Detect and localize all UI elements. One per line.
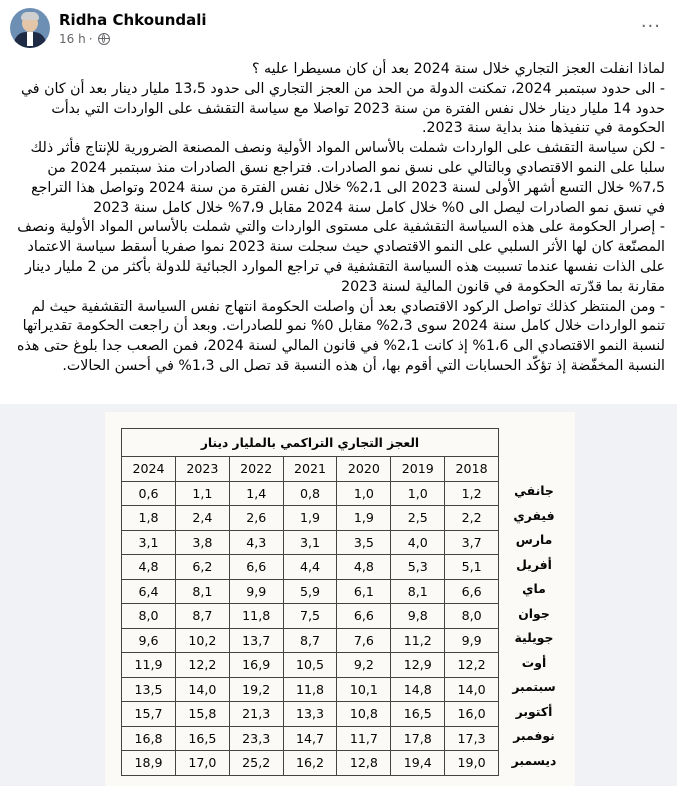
deficit-value-cell: 10,8 [337, 702, 391, 727]
deficit-value-cell: 0,6 [122, 481, 176, 506]
deficit-value-cell: 1,4 [229, 481, 283, 506]
deficit-value-cell: 14,7 [283, 726, 337, 751]
month-label: جويلية [514, 630, 554, 646]
deficit-value-cell: 11,2 [391, 628, 445, 653]
deficit-value-cell: 8,1 [391, 579, 445, 604]
deficit-value-cell: 1,8 [122, 506, 176, 531]
deficit-value-cell: 1,0 [337, 481, 391, 506]
table-row [122, 530, 499, 555]
year-header: 2024 [122, 457, 176, 482]
deficit-value-cell: 19,2 [229, 677, 283, 702]
globe-icon [98, 33, 110, 45]
deficit-value-cell: 4,4 [283, 555, 337, 580]
post-paragraph: - ومن المنتظر كذلك تواصل الركود الاقتصادي بعد أن واصلت الحكومة انتهاج نفس السياسة التقشفية حيث لم تنمو الواردات خلال كامل سنة 2024 سوى 2،3% مقابل 0% نمو للصادرات. وبعد أن راجعت الحكومة تقديراتها لنسبة النمو الاقتصادي الى 1،6% إذ كانت 2،1% في قانون المالي لسنة 2024، فمن الصعب جدا بلوغ حتى هذه النسبة المخفّضة إذ تؤكّد الحسابات التي أقوم بها، أن هذه النسبة قد تصل الى 1،3% في أحسن الحالات. [17, 298, 665, 374]
table-row [122, 677, 499, 702]
deficit-value-cell: 4,3 [229, 530, 283, 555]
month-label: ديسمبر [511, 753, 557, 769]
deficit-value-cell: 6,1 [337, 579, 391, 604]
year-header-row [122, 457, 499, 482]
deficit-value-cell: 10,5 [283, 653, 337, 678]
post-paragraph: لماذا انفلت العجز التجاري خلال سنة 2024 بعد أن كان مسيطرا عليه ؟ [251, 61, 665, 77]
month-label: أكتوبر [515, 703, 553, 719]
deficit-value-cell: 6,2 [175, 555, 229, 580]
deficit-value-cell: 12,8 [337, 751, 391, 776]
deficit-value-cell: 17,0 [175, 751, 229, 776]
deficit-value-cell: 19,4 [391, 751, 445, 776]
deficit-value-cell: 1,9 [283, 506, 337, 531]
post-paragraph: - لكن سياسة التقشف على الواردات شملت بالأساس المواد الأولية ونصف المصنعة الضرورية للإنتاج فأثر ذلك سلبا على النمو الاقتصادي وبالتالي على نسق نمو الصادرات. فتراجع نسق الصادرات منذ سبتمبر 2024 من 7،5% خلال التسع أشهر الأولى لسنة 2023 الى 2،1% خلال نفس الفترة من سنة 2024 وتواصل هذا التراجع في نسق نمو الصادرات ليصل الى 0% خلال كامل سنة 2024 مقابل 7،9% خلال كامل سنة 2023 [30, 140, 665, 216]
table-row [122, 653, 499, 678]
deficit-value-cell: 7,6 [337, 628, 391, 653]
post-meta [59, 32, 110, 46]
year-header: 2021 [283, 457, 337, 482]
deficit-value-cell: 3,1 [122, 530, 176, 555]
deficit-value-cell: 14,8 [391, 677, 445, 702]
deficit-value-cell: 13,3 [283, 702, 337, 727]
deficit-value-cell: 10,2 [175, 628, 229, 653]
deficit-value-cell: 6,4 [122, 579, 176, 604]
deficit-value-cell: 18,9 [122, 751, 176, 776]
deficit-value-cell: 16,8 [122, 726, 176, 751]
deficit-value-cell: 1,1 [175, 481, 229, 506]
deficit-value-cell: 2,6 [229, 506, 283, 531]
table-row [122, 604, 499, 629]
deficit-value-cell: 25,2 [229, 751, 283, 776]
table-body [122, 481, 499, 775]
trade-deficit-table [121, 428, 499, 776]
deficit-value-cell: 11,7 [337, 726, 391, 751]
deficit-value-cell: 5,1 [445, 555, 499, 580]
month-label: فيفري [513, 507, 555, 523]
author-name[interactable]: Ridha Chkoundali [59, 11, 207, 29]
deficit-value-cell: 14,0 [175, 677, 229, 702]
deficit-value-cell: 11,8 [283, 677, 337, 702]
deficit-value-cell: 6,6 [445, 579, 499, 604]
post-photo[interactable] [0, 404, 677, 786]
deficit-value-cell: 21,3 [229, 702, 283, 727]
deficit-value-cell: 9,2 [337, 653, 391, 678]
deficit-value-cell: 0,8 [283, 481, 337, 506]
post-paragraph: - الى حدود سبتمبر 2024، تمكنت الدولة من الحد من العجز التجاري الى حدود 13،5 مليار دينار بعد أن كان في حدود 14 مليار دينار خلال نفس الفترة من سنة 2023 تواصلا مع سياسة التقشف على الواردات التي بدأت الحكومة في تنفيذها منذ بداية سنة 2023. [20, 80, 665, 137]
deficit-value-cell: 4,8 [122, 555, 176, 580]
deficit-value-cell: 15,8 [175, 702, 229, 727]
deficit-value-cell: 6,6 [229, 555, 283, 580]
more-options-icon[interactable]: ··· [640, 16, 661, 37]
table-row [122, 506, 499, 531]
deficit-value-cell: 8,0 [445, 604, 499, 629]
table-row [122, 751, 499, 776]
table-row [122, 579, 499, 604]
table-row [122, 555, 499, 580]
post-header [10, 8, 667, 50]
deficit-value-cell: 9,6 [122, 628, 176, 653]
deficit-value-cell: 5,3 [391, 555, 445, 580]
year-header: 2019 [391, 457, 445, 482]
deficit-value-cell: 16,5 [391, 702, 445, 727]
deficit-value-cell: 9,9 [229, 579, 283, 604]
deficit-value-cell: 12,2 [175, 653, 229, 678]
deficit-value-cell: 12,9 [391, 653, 445, 678]
year-header: 2018 [445, 457, 499, 482]
post-body [12, 60, 665, 377]
year-header: 2023 [175, 457, 229, 482]
avatar-hair [21, 12, 39, 20]
deficit-value-cell: 11,9 [122, 653, 176, 678]
deficit-value-cell: 11,8 [229, 604, 283, 629]
deficit-value-cell: 17,3 [445, 726, 499, 751]
deficit-value-cell: 8,0 [122, 604, 176, 629]
deficit-value-cell: 14,0 [445, 677, 499, 702]
post-time[interactable]: 16 h [59, 32, 86, 46]
month-label: سبتمبر [512, 679, 556, 695]
deficit-value-cell: 8,1 [175, 579, 229, 604]
deficit-value-cell: 6,6 [337, 604, 391, 629]
table-row [122, 726, 499, 751]
deficit-value-cell: 10,1 [337, 677, 391, 702]
post-paragraph: - إصرار الحكومة على هذه السياسة التقشفية على مستوى الواردات والتي شملت بالأساس المواد الأولية ونصف المصنّعة كان لها الأثر السلبي على النمو الاقتصادي حيث سجلت سنة 2023 نموا صفريا أسقط سياسة الاعتماد على الذات نفسها عندما تسببت هذه السياسة التقشفية في تراجع الموارد الجبائية للدولة بأكثر من 2 مليار دينار مقارنة بما قدّرته الحكومة في قانون المالية لسنة 2023 [17, 219, 665, 295]
deficit-value-cell: 8,7 [283, 628, 337, 653]
deficit-value-cell: 1,9 [337, 506, 391, 531]
month-label: أوت [521, 654, 547, 670]
table-row [122, 481, 499, 506]
deficit-value-cell: 4,0 [391, 530, 445, 555]
deficit-value-cell: 17,8 [391, 726, 445, 751]
deficit-value-cell: 3,7 [445, 530, 499, 555]
deficit-value-cell: 3,1 [283, 530, 337, 555]
year-header: 2020 [337, 457, 391, 482]
deficit-value-cell: 9,8 [391, 604, 445, 629]
table-image [105, 412, 575, 786]
meta-separator: · [88, 32, 93, 46]
year-header: 2022 [229, 457, 283, 482]
deficit-value-cell: 16,0 [445, 702, 499, 727]
deficit-value-cell: 15,7 [122, 702, 176, 727]
deficit-value-cell: 12,2 [445, 653, 499, 678]
deficit-value-cell: 1,2 [445, 481, 499, 506]
deficit-value-cell: 13,5 [122, 677, 176, 702]
table-title: العجز التجاري التراكمي بالمليار دينار [122, 429, 499, 457]
deficit-value-cell: 8,7 [175, 604, 229, 629]
deficit-value-cell: 3,5 [337, 530, 391, 555]
deficit-value-cell: 16,2 [283, 751, 337, 776]
month-label: ماي [522, 581, 546, 597]
deficit-value-cell: 3,8 [175, 530, 229, 555]
deficit-value-cell: 7,5 [283, 604, 337, 629]
deficit-value-cell: 2,4 [175, 506, 229, 531]
deficit-value-cell: 4,8 [337, 555, 391, 580]
deficit-value-cell: 19,0 [445, 751, 499, 776]
deficit-value-cell: 2,5 [391, 506, 445, 531]
month-label: جانفي [514, 483, 554, 498]
month-label: نوفمبر [513, 728, 555, 744]
deficit-value-cell: 16,5 [175, 726, 229, 751]
month-label: أفريل [516, 556, 552, 572]
deficit-value-cell: 2,2 [445, 506, 499, 531]
deficit-value-cell: 16,9 [229, 653, 283, 678]
author-avatar[interactable] [10, 8, 50, 48]
month-label: مارس [515, 532, 553, 548]
deficit-value-cell: 13,7 [229, 628, 283, 653]
table-row [122, 628, 499, 653]
deficit-value-cell: 23,3 [229, 726, 283, 751]
deficit-value-cell: 5,9 [283, 579, 337, 604]
deficit-value-cell: 9,9 [445, 628, 499, 653]
avatar-shirt [27, 32, 33, 46]
table-row [122, 702, 499, 727]
month-label: جوان [518, 605, 550, 621]
month-labels [503, 479, 565, 774]
deficit-value-cell: 1,0 [391, 481, 445, 506]
